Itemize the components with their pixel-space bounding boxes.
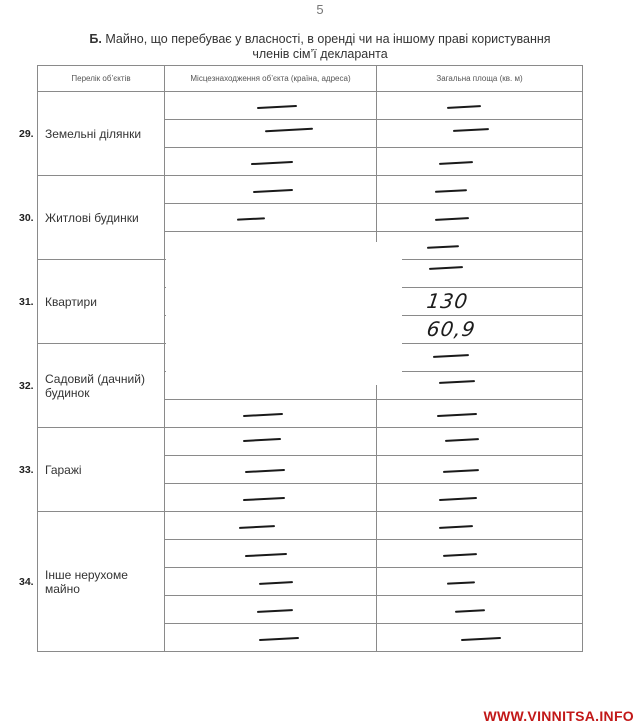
area-cell <box>377 316 583 344</box>
area-cell <box>377 568 583 596</box>
blank-dash <box>265 128 313 133</box>
blank-dash <box>461 636 501 640</box>
blank-dash <box>437 412 477 416</box>
table-row <box>38 92 583 120</box>
location-cell <box>165 92 377 120</box>
section-letter: Б. <box>89 32 102 46</box>
area-cell <box>377 596 583 624</box>
blank-dash <box>453 128 489 132</box>
area-value: 130 <box>425 288 470 313</box>
group-houses <box>19 176 165 260</box>
location-cell <box>165 568 377 596</box>
row-label: Інше нерухоме майно <box>45 567 128 596</box>
row-label: Квартири <box>45 294 97 309</box>
blank-dash <box>427 245 459 249</box>
location-cell <box>165 120 377 148</box>
blank-dash <box>435 217 469 221</box>
location-cell <box>165 540 377 568</box>
area-value: 60,9 <box>425 316 478 341</box>
blank-dash <box>439 380 475 384</box>
blank-dash <box>445 438 479 442</box>
blank-dash <box>243 412 283 416</box>
blank-dash <box>257 609 293 613</box>
section-title <box>40 32 600 62</box>
area-cell <box>377 176 583 204</box>
row-number: 30. <box>19 211 34 224</box>
row-number: 32. <box>19 379 34 392</box>
area-cell <box>377 344 583 372</box>
area-cell <box>377 92 583 120</box>
row-label: Гаражі <box>45 462 82 477</box>
location-cell <box>165 400 377 428</box>
watermark: WWW.VINNITSA.INFO <box>483 708 634 724</box>
location-cell <box>165 624 377 652</box>
section-title-line1: Майно, що перебуває у власності, в оренді чи на іншому праві користування <box>105 32 551 46</box>
blank-dash <box>243 438 281 442</box>
row-number: 33. <box>19 463 34 476</box>
blank-dash <box>439 161 473 165</box>
area-cell <box>377 484 583 512</box>
blank-dash <box>259 636 299 640</box>
row-number: 34. <box>19 575 34 588</box>
page-number: 5 <box>316 2 324 17</box>
blank-dash <box>433 354 469 358</box>
area-cell <box>377 204 583 232</box>
blank-dash <box>259 581 293 585</box>
table-row <box>38 176 583 204</box>
blank-dash <box>447 581 475 584</box>
group-other-property <box>19 512 165 652</box>
area-cell <box>377 540 583 568</box>
table-row <box>38 512 583 540</box>
blank-dash <box>245 468 285 472</box>
location-cell <box>165 456 377 484</box>
header-location: Місцезнаходження об’єкта (країна, адреса) <box>165 66 377 92</box>
row-number: 31. <box>19 295 34 308</box>
blank-dash <box>429 266 463 270</box>
section-title-line2: членів сім’ї декларанта <box>252 47 388 61</box>
group-land <box>19 92 165 176</box>
area-cell <box>377 512 583 540</box>
blank-dash <box>251 160 293 164</box>
location-cell <box>165 148 377 176</box>
row-number: 29. <box>19 127 34 140</box>
location-cell <box>165 176 377 204</box>
row-label: Житлові будинки <box>45 210 139 225</box>
location-cell <box>165 484 377 512</box>
blank-dash <box>245 552 287 556</box>
area-cell <box>377 428 583 456</box>
row-label: Земельні ділянки <box>45 126 142 141</box>
area-cell <box>377 288 583 316</box>
group-garages <box>19 428 165 512</box>
blank-dash <box>439 497 477 501</box>
blank-dash <box>447 105 481 109</box>
blank-dash <box>435 189 467 193</box>
group-apartments <box>19 260 165 344</box>
area-cell <box>377 624 583 652</box>
location-cell <box>165 428 377 456</box>
area-cell <box>377 372 583 400</box>
location-cell <box>165 512 377 540</box>
blank-dash <box>243 496 285 500</box>
blank-dash <box>237 217 265 220</box>
area-cell <box>377 148 583 176</box>
blank-dash <box>239 525 275 529</box>
area-cell <box>377 400 583 428</box>
area-cell <box>377 456 583 484</box>
blank-dash <box>443 469 479 473</box>
area-cell <box>377 120 583 148</box>
header-area: Загальна площа (кв. м) <box>377 66 583 92</box>
header-objects: Перелік об’єктів <box>38 66 165 92</box>
table-row <box>38 428 583 456</box>
blank-dash <box>439 525 473 529</box>
location-cell <box>165 204 377 232</box>
blank-dash <box>455 609 485 613</box>
location-cell <box>165 596 377 624</box>
group-summer-house <box>19 344 165 428</box>
blank-dash <box>253 188 293 192</box>
area-cell <box>377 260 583 288</box>
blank-dash <box>257 104 297 108</box>
table-header-row <box>38 66 583 92</box>
row-label: Садовий (дачний) будинок <box>45 371 145 400</box>
area-cell <box>377 232 583 260</box>
redaction-patch <box>166 242 402 385</box>
blank-dash <box>443 553 477 557</box>
